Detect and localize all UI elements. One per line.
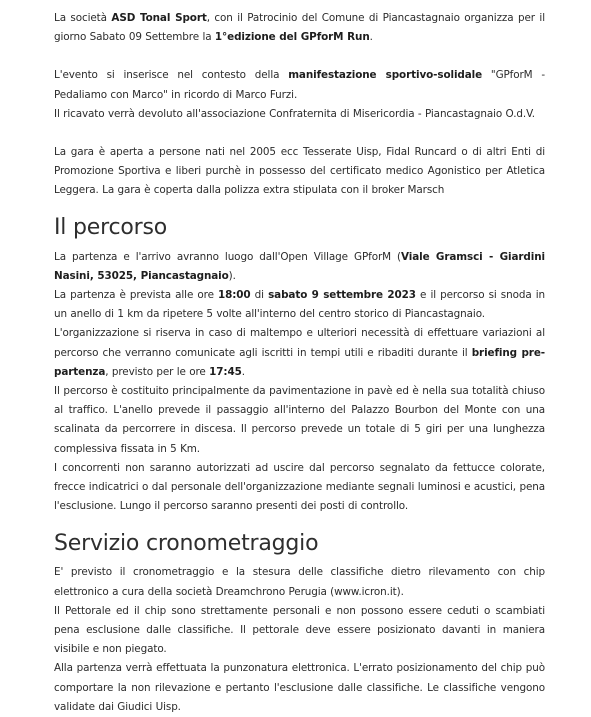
paragraph-spacer — [54, 47, 545, 66]
bold-text-run: 1°edizione del GPforM Run — [214, 31, 370, 44]
bold-text-run: Viale Gramsci - Giardini Nasini, 53025, Piancastagnaio — [54, 250, 545, 282]
percorso-paragraph-start-location — [54, 248, 545, 286]
intro-paragraph-eligibility: La gara è aperta a persone nati nel 2005 ecc Tesserate Uisp, Fidal Runcard o di altri Enti di Promozione Sportiva e liberi purchè in possesso del certificato medico Agonistico per Atletica Leggera. La gara è coperta dalla polizza extra stipulata con il broker Marsch — [54, 146, 545, 197]
text-run: , con il Patrocinio del Comune di Piancastagnaio organizza per il giorno Sabato 09 Settembre la — [54, 12, 545, 44]
text-run: di — [250, 289, 269, 302]
bold-text-run: ASD Tonal Sport — [111, 12, 207, 24]
text-run: ). — [228, 269, 236, 282]
percorso-paragraph-surface: Il percorso è costituito principalmente da pavimentazione in pavè ed è nella sua totalità chiuso al traffico. L'anello prevede il passaggio all'interno del Palazzo Bourbon del Monte con una scalinata da percorrere in discesa. Il percorso prevede un totale di 5 giri per una lunghezza complessiva fissata in 5 Km. — [54, 385, 545, 455]
paragraph-spacer — [54, 124, 545, 143]
bold-text-run: briefing pre-partenza — [54, 346, 545, 378]
percorso-paragraph-start-time — [54, 286, 545, 324]
bold-text-run: 17:45 — [209, 365, 242, 378]
bold-text-run: 18:00 — [217, 289, 251, 302]
percorso-paragraph-rules: I concorrenti non saranno autorizzati ad uscire dal percorso segnalato da fettucce colorate, frecce indicatrici o dal personale dell'organizzazione mediante segnali luminosi e acustici, pena l'esclusione. Lungo il percorso saranno presenti dei posti di controllo. — [54, 461, 545, 513]
bold-text-run: manifestazione sportivo-solidale — [288, 69, 483, 82]
document-page — [54, 9, 545, 717]
servizio-paragraph-timing: E' previsto il cronometraggio e la stesura delle classifiche dietro rilevamento con chip elettronico a cura della società Dreamchrono Perugia (www.icron.it). — [54, 566, 545, 598]
percorso-paragraph-weather-variations — [54, 324, 545, 382]
text-run: L'evento si inserisce nel contesto della — [54, 69, 289, 82]
bold-text-run: sabato 9 settembre 2023 — [268, 289, 416, 302]
intro-paragraph-organizer — [54, 9, 545, 47]
text-run: La partenza e l'arrivo avranno luogo dall'Open Village GPforM ( — [54, 250, 402, 263]
text-run: L'organizzazione si riserva in caso di maltempo e ulteriori necessità di effettuare variazioni al percorso che verranno comunicate agli iscritti in tempi utili e ribaditi durante il — [54, 327, 545, 359]
text-run: "GPforM - Pedaliamo con Marco" in ricordo di Marco Furzi. — [54, 69, 545, 101]
servizio-paragraph-bib: Il Pettorale ed il chip sono strettamente personali e non possono essere ceduti o scambiati pena esclusione dalle classifiche. Il pettorale deve essere posizionato davanti in maniera visibile e non piegato. — [54, 604, 545, 656]
text-run: e il percorso si snoda in un anello di 1 km da ripetere 5 volte all'interno del centro storico di Piancastagnaio. — [54, 289, 545, 321]
intro-paragraph-event-context — [54, 66, 545, 104]
text-run: , previsto per le ore — [105, 365, 210, 378]
servizio-paragraph-chip: Alla partenza verrà effettuata la punzonatura elettronica. L'errato posizionamento del chip può comportare la non rilevazione e pertanto l'esclusione dalle classifiche. Le classifiche vengono validate dai Giudici Uisp. — [54, 662, 545, 713]
text-run: . — [241, 365, 245, 378]
text-run: La società — [54, 12, 112, 24]
section-heading-percorso: Il percorso — [54, 214, 167, 240]
text-run: La partenza è prevista alle ore — [54, 289, 218, 302]
section-heading-servizio: Servizio cronometraggio — [54, 531, 319, 557]
intro-paragraph-proceeds: Il ricavato verrà devoluto all'associazione Confraternita di Misericordia - Piancastagnaio O.d.V. — [54, 107, 535, 120]
text-run: . — [369, 31, 373, 44]
